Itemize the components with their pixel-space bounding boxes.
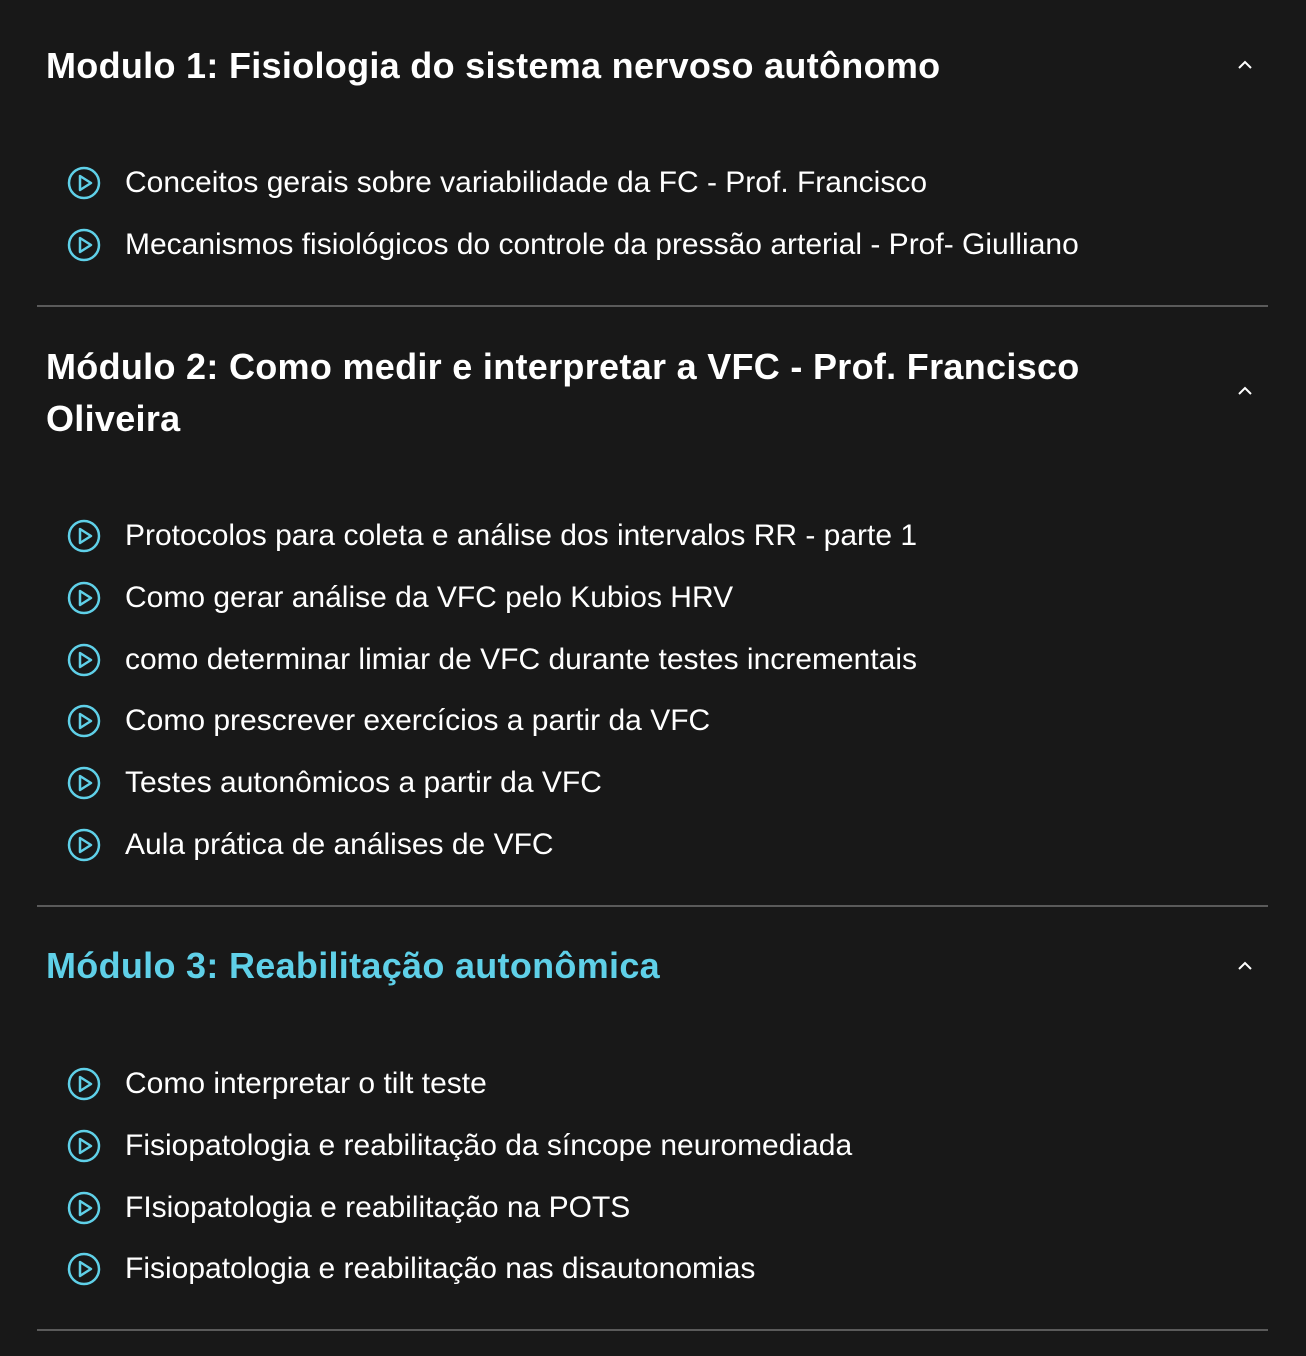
lesson-label: Mecanismos fisiológicos do controle da pressão arterial - Prof- Giulliano — [125, 228, 1079, 261]
lesson-item[interactable] — [67, 1249, 755, 1289]
lesson-label: Aula prática de análises de VFC — [125, 828, 554, 861]
chevron-up-icon[interactable] — [1236, 957, 1254, 975]
lesson-item[interactable] — [67, 1064, 487, 1104]
lesson-item[interactable] — [67, 225, 1079, 265]
module-3 — [37, 907, 1268, 1331]
play-circle-icon — [67, 1129, 101, 1163]
play-circle-icon — [67, 228, 101, 262]
lesson-item[interactable] — [67, 763, 602, 803]
module-1-title: Modulo 1: Fisiologia do sistema nervoso autônomo — [46, 45, 941, 86]
module-3-title: Módulo 3: Reabilitação autonômica — [46, 945, 660, 986]
lesson-item[interactable] — [67, 1188, 630, 1228]
play-circle-icon — [67, 1252, 101, 1286]
lesson-label: Fisiopatologia e reabilitação da síncope neuromediada — [125, 1129, 853, 1162]
play-circle-icon — [67, 519, 101, 553]
play-circle-icon — [67, 828, 101, 862]
lesson-label: Como interpretar o tilt teste — [125, 1067, 487, 1100]
play-circle-icon — [67, 166, 101, 200]
lesson-label: Fisiopatologia e reabilitação nas disautonomias — [125, 1252, 756, 1285]
play-circle-icon — [67, 643, 101, 677]
play-circle-icon — [67, 581, 101, 615]
lesson-label: Testes autonômicos a partir da VFC — [125, 766, 602, 799]
play-circle-icon — [67, 704, 101, 738]
lesson-item[interactable] — [67, 701, 710, 741]
module-1 — [37, 0, 1268, 307]
lesson-label: Conceitos gerais sobre variabilidade da FC - Prof. Francisco — [125, 166, 928, 199]
lesson-label: FIsiopatologia e reabilitação na POTS — [125, 1191, 631, 1224]
lesson-item[interactable] — [67, 1126, 852, 1166]
lesson-label: Protocolos para coleta e análise dos intervalos RR - parte 1 — [125, 519, 918, 552]
play-circle-icon — [67, 1067, 101, 1101]
lesson-label: Como gerar análise da VFC pelo Kubios HRV — [125, 581, 734, 614]
module-2-title: Módulo 2: Como medir e interpretar a VFC - Prof. Francisco Oliveira — [46, 346, 1080, 439]
lesson-label: como determinar limiar de VFC durante testes incrementais — [125, 643, 917, 676]
play-circle-icon — [67, 766, 101, 800]
play-circle-icon — [67, 1191, 101, 1225]
lesson-item[interactable] — [67, 640, 917, 680]
lesson-item[interactable] — [67, 825, 554, 865]
chevron-up-icon[interactable] — [1236, 56, 1254, 74]
lesson-item[interactable] — [67, 516, 917, 556]
lesson-label: Como prescrever exercícios a partir da VFC — [125, 704, 711, 737]
lesson-item[interactable] — [67, 578, 733, 618]
chevron-up-icon[interactable] — [1236, 382, 1254, 400]
module-2 — [37, 307, 1268, 907]
lesson-item[interactable] — [67, 163, 927, 203]
